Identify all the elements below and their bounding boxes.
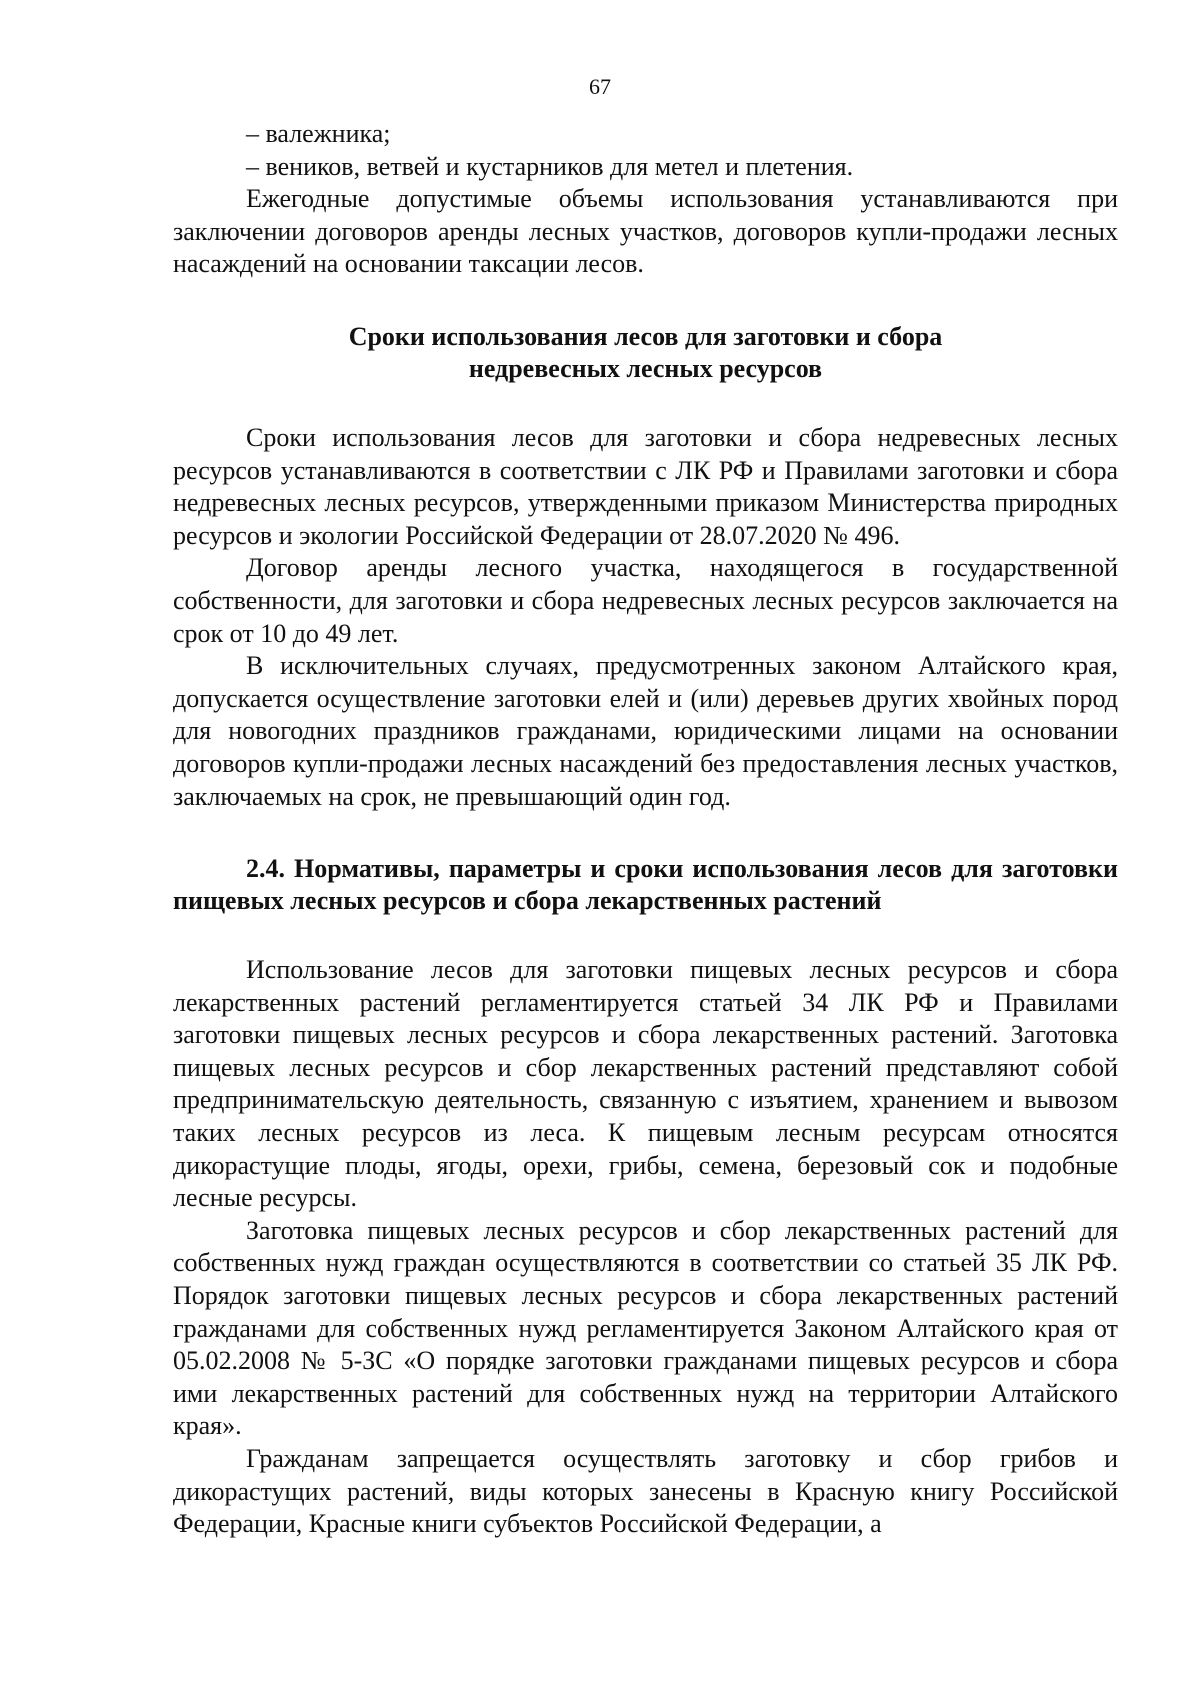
paragraph: Гражданам запрещается осуществлять заготовку и сбор грибов и дикорастущих растений, виды которых занесены в Красную книгу Российской Федерации, Красные книги субъектов Российской Федерации, а bbox=[173, 1444, 1118, 1539]
paragraph: Сроки использования лесов для заготовки и сбора недревесных лесных ресурсов устанавливаются в соответствии с ЛК РФ и Правилами заготовки и сбора недревесных лесных ресурсов, утвержденными приказом Министерства природных ресурсов и экологии Российской Федерации от 28.07.2020 № 496. bbox=[173, 422, 1118, 550]
paragraph: Договор аренды лесного участка, находящегося в государственной собственности, для заготовки и сбора недревесных лесных ресурсов заключается на срок от 10 до 49 лет. bbox=[173, 553, 1118, 648]
paragraph: Использование лесов для заготовки пищевых лесных ресурсов и сбора лекарственных растений регламентируется статьей 34 ЛК РФ и Правилами заготовки пищевых лесных ресурсов и сбора лекарственных растений. Заготовка пищевых лесных ресурсов и сбор лекарственных растений представляют собой предпринимательскую деятельность, связанную с изъятием, хранением и вывозом таких лесных ресурсов из леса. К пищевым лесным ресурсам относятся дикорастущие плоды, ягоды, орехи, грибы, семена, березовый сок и подобные лесные ресурсы. bbox=[173, 955, 1118, 1213]
page-content bbox=[173, 118, 1118, 1541]
paragraph: Ежегодные допустимые объемы использования устанавливаются при заключении договоров аренды лесных участков, договоров купли-продажи лесных насаждений на основании таксации лесов. bbox=[173, 184, 1118, 279]
section-heading bbox=[173, 321, 1118, 385]
paragraph: Заготовка пищевых лесных ресурсов и сбор лекарственных растений для собственных нужд граждан осуществляются в соответствии со статьей 35 ЛК РФ. Порядок заготовки пищевых лесных ресурсов и сбора лекарственных растений гражданами для собственных нужд регламентируется Законом Алтайского края от 05.02.2008 № 5-ЗС «О порядке заготовки гражданами пищевых ресурсов и сбора ими лекарственных растений для собственных нужд на территории Алтайского края». bbox=[173, 1215, 1118, 1441]
list-item: – валежника; bbox=[246, 119, 391, 148]
section-heading: 2.4. Нормативы, параметры и сроки использования лесов для заготовки пищевых лесных ресурсов и сбора лекарственных растений bbox=[173, 854, 1118, 916]
section-heading-line: недревесных лесных ресурсов bbox=[468, 353, 823, 383]
paragraph: В исключительных случаях, предусмотренных законом Алтайского края, допускается осуществление заготовки елей и (или) деревьев других хвойных пород для новогодних праздников гражданами, юридическими лицами на основании договоров купли-продажи лесных насаждений без предоставления лесных участков, заключаемых на срок, не превышающий один год. bbox=[173, 651, 1118, 811]
page-number: 67 bbox=[589, 74, 611, 99]
section-heading-line: Сроки использования лесов для заготовки и сбора bbox=[348, 321, 943, 351]
list-item: – веников, ветвей и кустарников для метел и плетения. bbox=[246, 151, 854, 181]
